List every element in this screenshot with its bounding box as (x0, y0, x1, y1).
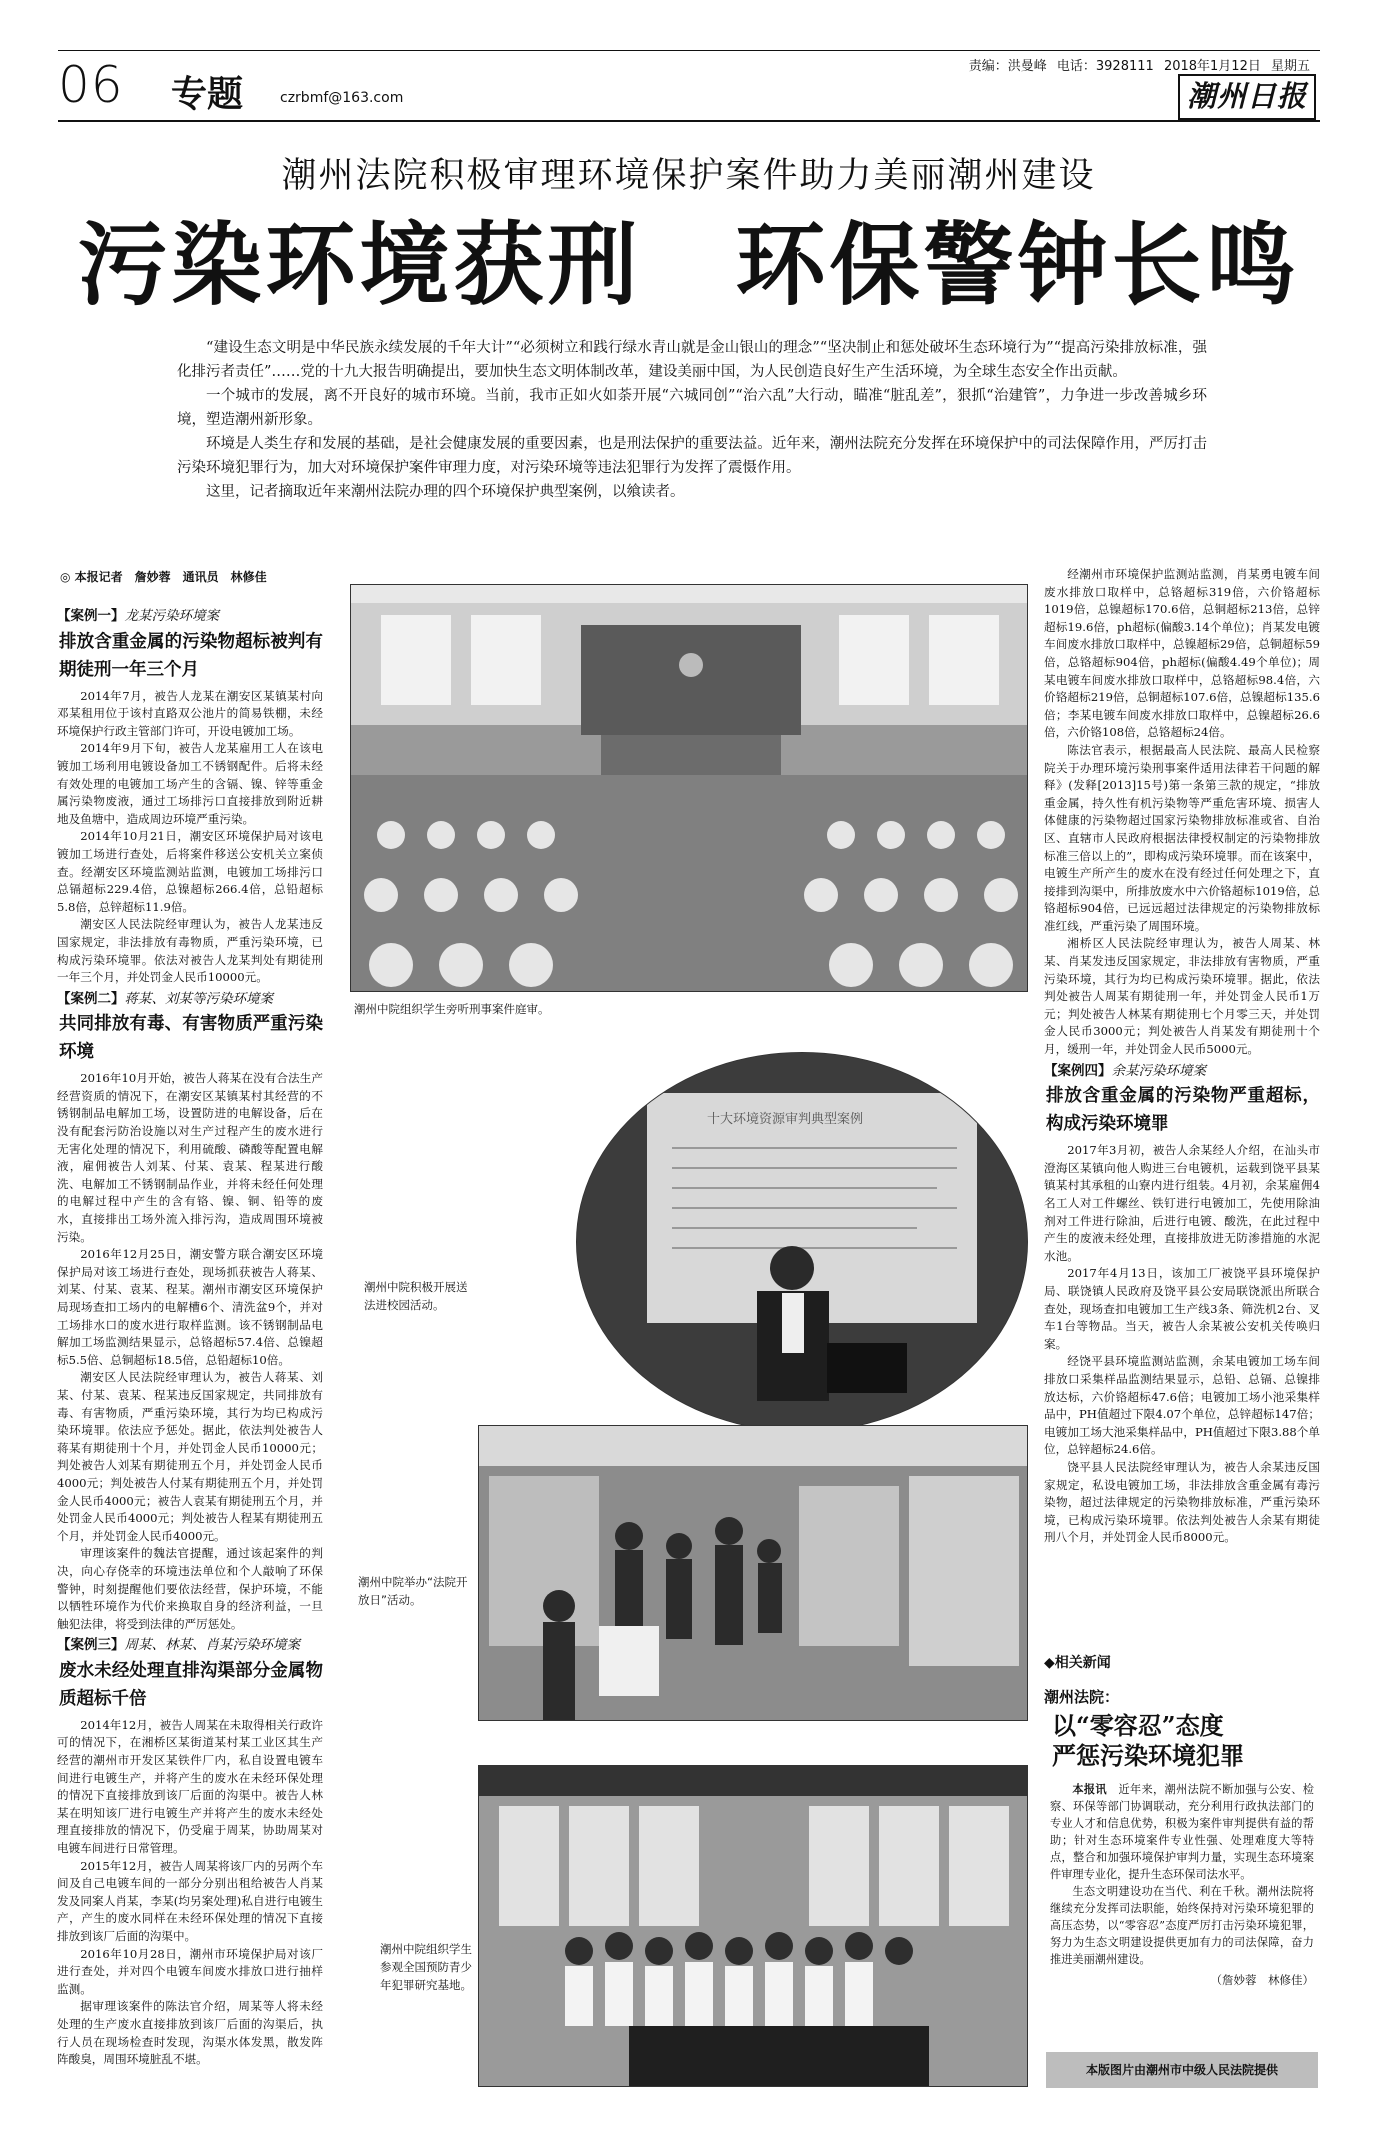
case-paragraph: 2014年12月，被告人周某在未取得相关行政许可的情况下，在湘桥区某街道某村某工业区其生产经营的潮州市开发区某铁件厂内，私自设置电镀车间进行电镀生产，并将产生的废水在未经环保处理的情况下直接排放到该厂后面的沟渠中。被告人林某在明知该厂进行电镀生产并将产生的废水未经处理直接排放的情况下，仍受雇于周某，协助周某对电镀车间进行日常管理。 (57, 1717, 323, 1856)
case-paragraph: 经饶平县环境监测站监测，余某电镀加工场车间排放口采集样品监测结果显示，总铅、总镉、总镍排放达标，六价铬超标47.6倍；电镀加工场小池采集样品中，PH值超过下限4.07个单位，总锌超标147倍；电镀加工场大池采集样品中，PH值超过下限3.88个单位，总锌超标24.6倍。 (1044, 1354, 1320, 1457)
case-number: 【案例一】 (57, 608, 125, 624)
open-day-photo (478, 1425, 1028, 1721)
case-tag (57, 608, 323, 626)
related-title (1052, 1711, 1320, 1771)
header-rule (58, 50, 1320, 51)
column-left (57, 604, 323, 2069)
related-paragraph-text: 近年来，潮州法院不断加强与公安、检察、环保等部门协调联动，充分利用行政执法部门的专业人才和信息优势，积极为案件审判提供有益的帮助；针对生态环境案件专业性强、处理难度大等特点，整合和加强环境保护审判力量，实现生态环境案件审理专业化，提升生态环保司法水平。 (1050, 1783, 1314, 1881)
case-title: 废水未经处理直排沟渠部分金属物质超标千倍 (59, 1660, 323, 1709)
case-paragraph: 2017年3月初，被告人余某经人介绍，在汕头市澄海区某镇向他人购进三台电镀机，运载到饶平县某镇某村其承租的山寮内进行组装。4月初，余某雇佣4名工人对工件螺丝、铁钉进行电镀加工，先使用除油剂对工件进行除油，后进行电镀、酸洗，在此过程中产生的废液未经处理，直接排放进无防渗措施的水泥水池。 (1044, 1143, 1320, 1263)
case-paragraph: 饶平县人民法院经审理认为，被告人余某违反国家规定，私设电镀加工场，非法排放含重金属有毒污染物，超过法律规定的污染物排放标准，严重污染环境，已构成污染环境罪。依法判处被告人余某有期徒刑八个月，并处罚金人民币8000元。 (1044, 1459, 1320, 1545)
case-title: 排放含重金属的污染物超标被判有期徒刑一年三个月 (59, 631, 323, 680)
case-name: 蒋某、刘某等污染环境案 (124, 990, 273, 1007)
courtroom-photo (350, 584, 1028, 992)
case-title: 共同排放有毒、有害物质严重污染环境 (59, 1014, 323, 1063)
case-number: 【案例三】 (57, 1637, 125, 1654)
intro-paragraph: 这里，记者摘取近年来潮州法院办理的四个环境保护典型案例，以飨读者。 (206, 484, 685, 500)
case-paragraph: 2014年9月下旬，被告人龙某雇用工人在该电镀加工场利用电镀设备加工不锈钢配件。后将未经有效处理的电镀加工场产生的含镉、镍、锌等重金属污染物废液，通过工场排污口直接排放到附近耕地及鱼塘中，造成周边环境严重污染。 (57, 741, 323, 826)
section-email: czrbmf@163.com (280, 90, 404, 106)
header-meta (963, 55, 1310, 74)
phone: 电话：3928111 (1056, 59, 1154, 74)
date: 2018年1月12日 (1163, 59, 1261, 74)
case-paragraph: 2016年10月28日，潮州市环境保护局对该厂进行查处，并对四个电镀车间废水排放口进行抽样监测。 (57, 1946, 323, 1996)
intro (177, 336, 1207, 504)
page-header (58, 50, 1320, 122)
photo-caption: 潮州中院举办“法院开放日”活动。 (358, 1575, 468, 1607)
case-paragraph: 2015年12月，被告人周某将该厂内的另两个车间及自己电镀车间的一部分分别出租给被告人肖某发及同案人肖某，李某(均另案处理)私自进行电镀生产，产生的废水同样在未经环保处理的情况下直接排放到该厂后面的沟渠中。 (57, 1858, 323, 1943)
related-paragraph: 生态文明建设功在当代、利在千秋。潮州法院将继续充分发挥司法职能，始终保持对污染环境犯罪的高压态势，以“零容忍”态度严厉打击污染环境犯罪，努力为生态文明建设提供更加有力的司法保障，奋力推进美丽潮州建设。 (1050, 1885, 1314, 1966)
case-paragraph: 湘桥区人民法院经审理认为，被告人周某、林某、肖某发违反国家规定，非法排放有害物质，严重污染环境，其行为均已构成污染环境罪。据此，依法判处被告人周某有期徒刑一年，并处罚金人民币1万元；判处被告人林某有期徒刑七个月零三天，并处罚金人民币3000元；判处被告人肖某发有期徒刑十个月，缓刑一年，并处罚金人民币5000元。 (1044, 936, 1320, 1057)
courtroom-illustration (351, 585, 1028, 992)
case-paragraph: 经潮州市环境保护监测站监测，肖某勇电镀车间废水排放口取样中，总铬超标319倍，六价铬超标1019倍，总镍超标170.6倍，总铜超标213倍，总锌超标19.6倍，ph超标(偏酸3.14个单位)；肖某发电镀车间废水排放口取样中，总镍超标29倍，总铜超标59倍，总铬超标904倍，ph超标(偏酸4.49个单位)；周某电镀车间废水排放口取样中，总铬超标98.4倍，六价铬超标219倍，总铜超标107.6倍，总镍超标135.6倍；李某电镀车间废水排放口取样中，总镍超标26.6倍，六价铬108倍，总铬超标24倍。 (1044, 567, 1320, 740)
case-number: 【案例二】 (57, 990, 125, 1007)
lecture-illustration (577, 1053, 1028, 1432)
byline: ◎ 本报记者 詹妙蓉 通讯员 林修佳 (60, 570, 267, 584)
intro-paragraph: “建设生态文明是中华民族永续发展的千年大计”“必须树立和践行绿水青山就是金山银山的理念”“坚决制止和惩处破坏生态环境行为”“提高污染排放标准，强化排污者责任”……党的十九大报告明确提出，要加快生态文明体制改革，建设美丽中国，为人民创造良好生产生活环境，为全球生态安全作出贡献。 (177, 340, 1207, 380)
photo-caption: 潮州中院组织学生参观全国预防青少年犯罪研究基地。 (380, 1942, 472, 1992)
photo-credit: 本版图片由潮州市中级人民法院提供 (1046, 2052, 1318, 2088)
subheadline: 潮州法院积极审理环境保护案件助力美丽潮州建设 (281, 156, 1096, 196)
case-paragraph: 2016年12月25日，潮安警方联合潮安区环境保护局对该工场进行查处，现场抓获被告人蒋某、刘某、付某、袁某、程某。潮州市潮安区环境保护局现场查扣工场内的电解槽6个、清洗盆9个，并对工场排水口的废水进行取样监测。该不锈钢制品电解加工场监测结果显示，总铬超标57.4倍、总镍超标5.5倍、总铜超标18.5倍，总铅超标10倍。 (57, 1247, 323, 1367)
related-author: （詹妙蓉 林修佳） (1210, 1973, 1314, 1987)
case-name: 余某污染环境案 (1111, 1062, 1206, 1079)
case-tag (57, 1637, 323, 1655)
intro-paragraph: 一个城市的发展，离不开良好的城市环境。当前，我市正如火如荼开展“六城同创”“治六乱”大行动，瞄准“脏乱差”，狠抓“治建管”，力争进一步改善城乡环境，塑造潮州新形象。 (177, 388, 1207, 428)
slide-title: 十大环境资源审判典型案例 (707, 1112, 864, 1127)
column-right (1044, 566, 1320, 1547)
page-number: 06 (58, 56, 124, 114)
case-tag (57, 991, 323, 1009)
weekday: 星期五 (1270, 59, 1310, 74)
case-name: 周某、林某、肖某污染环境案 (124, 1637, 300, 1654)
case-paragraph: 2014年7月，被告人龙某在潮安区某镇某村向邓某租用位于该村直路双公池片的简易铁棚，未经环境保护行政主管部门许可，开设电镀加工场。 (57, 688, 323, 738)
case-paragraph: 潮安区人民法院经审理认为，被告人蒋某、刘某、付某、袁某、程某违反国家规定，共同排放有毒、有害物质，严重污染环境，其行为均已构成污染环境罪。依法应予惩处。据此，依法判处被告人蒋某有期徒刑十个月，并处罚金人民币10000元；判处被告人刘某有期徒刑五个月，并处罚金人民币4000元；判处被告人付某有期徒刑五个月，并处罚金人民币4000元；被告人袁某有期徒刑五个月，并处罚金人民币4000元；判处被告人程某有期徒刑五个月，并处罚金人民币4000元。 (57, 1370, 323, 1543)
related-body (1044, 1781, 1320, 1989)
exhibition-illustration (479, 1766, 1028, 2087)
related-lead: 本报讯 (1072, 1782, 1107, 1796)
intro-paragraph: 环境是人类生存和发展的基础，是社会健康发展的重要因素，也是刑法保护的重要法益。近年来，潮州法院充分发挥在环境保护中的司法保障作用，严厉打击污染环境犯罪行为，加大对环境保护案件审理力度，对污染环境等违法犯罪行为发挥了震慑作用。 (177, 436, 1207, 476)
related-paragraph (1050, 1781, 1314, 1883)
photo-caption: 潮州中院组织学生旁听刑事案件庭审。 (354, 1002, 550, 1016)
photo-caption: 潮州中院积极开展送法进校园活动。 (364, 1280, 468, 1312)
case-name: 龙某污染环境案 (124, 608, 219, 624)
lecture-photo (576, 1052, 1028, 1432)
case-paragraph: 2014年10月21日，潮安区环境保护局对该电镀加工场进行查处，后将案件移送公安机关立案侦查。经潮安区环境监测站监测，电镀加工场排污口总镉超标229.4倍，总镍超标266.4倍，总铅超标5.8倍，总锌超标11.9倍。 (57, 829, 323, 914)
related-title-line: 严惩污染环境犯罪 (1052, 1741, 1244, 1770)
open-day-illustration (479, 1426, 1028, 1721)
case-paragraph: 2017年4月13日，该加工厂被饶平县环境保护局、联饶镇人民政府及饶平县公安局联饶派出所联合查处，现场查扣电镀加工生产线3条、筛洗机2台、叉车1台等物品。当天，被告人余某被公安机关传唤归案。 (1044, 1266, 1320, 1351)
related-title-line: 以“零容忍”态度 (1052, 1711, 1224, 1740)
case-paragraph: 陈法官表示，根据最高人民法院、最高人民检察院关于办理环境污染刑事案件适用法律若干问题的解释》(发释[2013]15号)第一条第三款的规定，“排放重金属，持久性有机污染物等严重危害环境、损害人体健康的污染物超过国家污染物排放标准或省、自治区、直辖市人民政府根据法律授权制定的污染物排放标准三倍以上的”，即构成污染环境罪。而在该案中，电镀生产所产生的废水在没有经过任何处理之下，直接排到沟渠中，所排放废水中六价铬超标1019倍，总铬超标904倍，已远远超过法律规定的污染物排放标准红线，严重污染了周围环境。 (1044, 742, 1320, 933)
exhibition-photo (478, 1765, 1028, 2087)
editor: 责编：洪曼峰 (968, 59, 1047, 74)
newspaper-logo: 潮州日报 (1178, 74, 1316, 120)
case-title: 排放含重金属的污染物严重超标，构成污染环境罪 (1046, 1086, 1320, 1135)
related-tag: ◆相关新闻 (1044, 1655, 1111, 1671)
case-paragraph: 审理该案件的魏法官提醒，通过该起案件的判决，向心存侥幸的环境违法单位和个人敲响了环保警钟，时刻提醒他们要依法经营，保护环境，不能以牺牲环境作为代价来换取自身的经济利益，一旦触犯法律，将受到法律的严厉惩处。 (57, 1546, 323, 1631)
case-paragraph: 潮安区人民法院经审理认为，被告人龙某违反国家规定，非法排放有毒物质，严重污染环境，已构成污染环境罪。依法对被告人龙某判处有期徒刑一年三个月，并处罚金人民币10000元。 (57, 917, 323, 985)
related-news (1044, 1652, 1320, 1989)
case-paragraph: 据审理该案件的陈法官介绍，周某等人将未经处理的生产废水直接排放到该厂后面的沟渠后，执行人员在现场检查时发现，沟渠水体发黑，散发阵阵酸臭，周围环境脏乱不堪。 (57, 1999, 323, 2067)
main-headline: 污染环境获刑 环保警钟长鸣 (77, 213, 1300, 318)
case-number: 【案例四】 (1044, 1062, 1112, 1079)
case-paragraph: 2016年10月开始，被告人蒋某在没有合法生产经营资质的情况下，在潮安区某镇某村其经营的不锈钢制品电解加工场，设置防进的电解设备，后在没有配套污防治设施以对生产过程产生的废水进行无害化处理的情况下，利用硫酸、磷酸等配置电解液，雇佣被告人刘某、付某、袁某、程某进行酸洗、电解加工不锈钢制品作业，并将未经任何处理的电解过程中产生的含有铬、镍、铜、铅等的废水，直接排出工场外流入排污沟，造成周围环境被污染。 (57, 1071, 323, 1244)
section-title: 专题 (171, 74, 244, 115)
related-source: 潮州法院： (1044, 1688, 1120, 1706)
case-tag (1044, 1063, 1320, 1081)
